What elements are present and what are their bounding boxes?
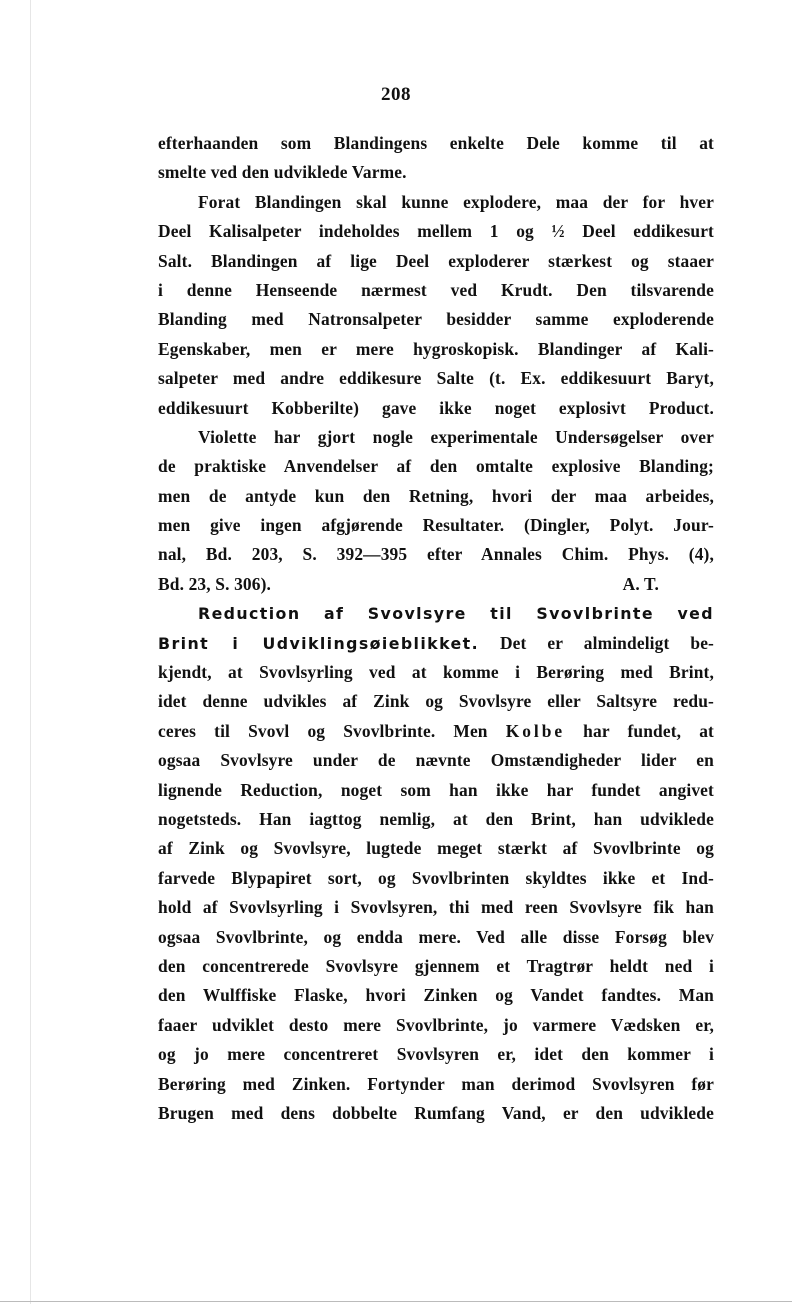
text-line: smelte ved den udviklede Varme. — [158, 162, 407, 183]
text-line: idet denne udvikles af Zink og Svovlsyre eller Saltsyre redu- — [158, 691, 714, 712]
text-line: de praktiske Anvendelser af den omtalte explosive Blanding; — [158, 456, 714, 477]
text-line: den Wulffiske Flaske, hvori Zinken og Vandet fandtes. Man — [158, 985, 714, 1006]
text-line: kjendt, at Svovlsyrling ved at komme i Berøring med Brint, — [158, 662, 714, 683]
text-line — [158, 629, 714, 658]
scan-bottom-edge — [0, 1301, 792, 1302]
text-line: Berøring med Zinken. Fortynder man derimod Svovlsyren før — [158, 1073, 714, 1094]
text-line: men give ingen afgjørende Resultater. (Dingler, Polyt. Jour- — [158, 515, 714, 536]
text-line — [158, 717, 714, 746]
text-line: eddikesuurt Kobberilte) gave ikke noget explosivt Product. — [158, 397, 714, 418]
page-number: 208 — [381, 84, 411, 105]
text-line: Blanding med Natronsalpeter besidder samme exploderende — [158, 309, 714, 330]
author-name: Kolbe — [505, 720, 566, 741]
text-line: Egenskaber, men er mere hygroskopisk. Blandinger af Kali- — [158, 338, 714, 359]
text-line: Violette har gjort nogle experimentale Undersøgelser over — [198, 426, 714, 447]
page-body — [158, 129, 714, 1128]
text-line: ogsaa Svovlsyre under de nævnte Omstændigheder lider en — [158, 750, 714, 771]
text-line: i denne Henseende nærmest ved Krudt. Den tilsvarende — [158, 279, 714, 300]
text-line: hold af Svovlsyrling i Svovlsyren, thi med reen Svovlsyre fik han — [158, 897, 714, 918]
citation-line — [158, 570, 714, 599]
text-line: og jo mere concentreret Svovlsyren er, idet den kommer i — [158, 1044, 714, 1065]
text-line: farvede Blypapiret sort, og Svovlbrinten skyldtes ikke et Ind- — [158, 867, 714, 888]
text-line: lignende Reduction, noget som han ikke har fundet angivet — [158, 779, 714, 800]
section-heading — [158, 599, 714, 628]
text-line: Brugen med dens dobbelte Rumfang Vand, er den udviklede — [158, 1102, 714, 1123]
author-signature: A. T. — [622, 573, 659, 594]
text-line: Bd. 23, S. 306). — [158, 573, 272, 594]
text-line: efterhaanden som Blandingens enkelte Dele komme til at — [158, 133, 714, 153]
text-line: ogsaa Svovlbrinte, og endda mere. Ved alle disse Forsøg blev — [158, 926, 714, 947]
scan-margin-line — [30, 0, 31, 1304]
text-line: Deel Kalisalpeter indeholdes mellem 1 og ½ Deel eddikesurt — [158, 221, 714, 242]
text-line: nogetsteds. Han iagttog nemlig, at den Brint, han udviklede — [158, 808, 714, 829]
text-run: ceres til Svovl og Svovlbrinte. Men — [158, 720, 506, 741]
section-line-rest: Det er almindeligt be- — [499, 632, 715, 653]
section-heading-part2: Brint i Udviklingsøieblikket. — [158, 633, 480, 653]
text-run: har fundet, at — [565, 720, 714, 741]
section-heading-part1: Reduction af Svovlsyre til Svovlbrinte ved — [198, 604, 714, 624]
text-line: faaer udviklet desto mere Svovlbrinte, jo varmere Vædsken er, — [158, 1014, 714, 1035]
text-line: af Zink og Svovlsyre, lugtede meget stærkt af Svovlbrinte og — [158, 838, 714, 859]
text-line: salpeter med andre eddikesure Salte (t. Ex. eddikesuurt Baryt, — [158, 368, 714, 389]
text-line: den concentrerede Svovlsyre gjennem et Tragtrør heldt ned i — [158, 955, 714, 976]
text-line: Forat Blandingen skal kunne explodere, maa der for hver — [198, 191, 714, 212]
text-line: Salt. Blandingen af lige Deel exploderer stærkest og staaer — [158, 250, 714, 271]
text-line: nal, Bd. 203, S. 392—395 efter Annales Chim. Phys. (4), — [158, 544, 714, 565]
text-line: men de antyde kun den Retning, hvori der maa arbeides, — [158, 485, 714, 506]
